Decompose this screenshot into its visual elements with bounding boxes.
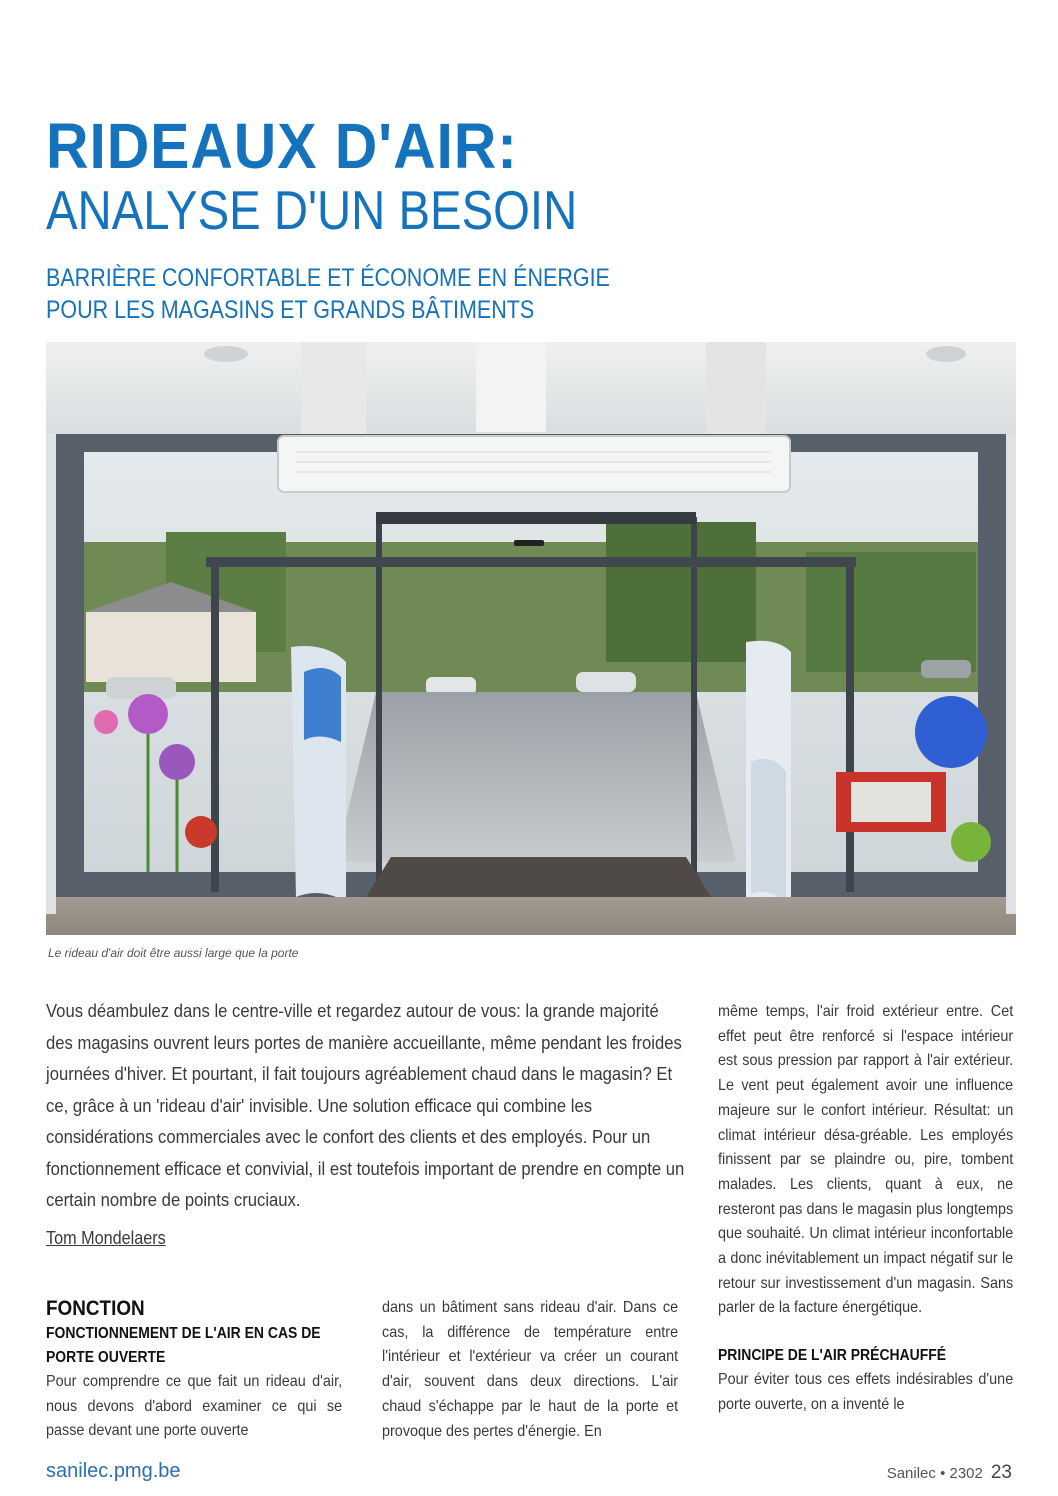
article-intro	[46, 995, 686, 1216]
article-subtitle	[46, 262, 610, 326]
footer-page-info	[887, 1462, 1012, 1484]
section-subheading: FONCTIONNEMENT DE L'AIR EN CAS DE PORTE OUVERTE	[46, 1325, 321, 1366]
footer-magazine: Sanilec • 2302	[886, 1465, 983, 1482]
footer-website[interactable]: sanilec.pmg.be	[46, 1460, 181, 1482]
column-3	[718, 1000, 1013, 1418]
intro-paragraph: Vous déambulez dans le centre-ville et regardez autour de vous: la grande majorité des magasins ouvrent leurs portes de manière accueillante, même pendant les froides journées d'hiver. Et pourtant, il fait toujours agréablement chaud dans le magasin? Et ce, grâce à un 'rideau d'air' invisible. Une solution efficace qui combine les considérations commerciales avec le confort des clients et des employés. Pour un fonctionnement efficace et convivial, il est toutefois important de prendre en compte un certain nombre de points cruciaux.	[46, 1000, 685, 1210]
air-curtain-photo	[46, 342, 1016, 935]
column-1	[46, 1296, 342, 1444]
photo-caption: Le rideau d'air doit être aussi large que la porte	[48, 946, 299, 960]
column-2-text: dans un bâtiment sans rideau d'air. Dans ce cas, la différence de température entre l'intérieur et l'extérieur va créer un courant d'air, souvent dans deux directions. L'air chaud s'échappe par le haut de la porte et provoque des pertes d'énergie. En	[382, 1299, 679, 1440]
shop-entrance-illustration	[46, 342, 1016, 935]
section-heading-fonction: FONCTION	[46, 1297, 145, 1320]
column-1-text: Pour comprendre ce que fait un rideau d'air, nous devons d'abord examiner ce qui se passe devant une porte ouverte	[46, 1373, 343, 1440]
column-3-text-2: Pour éviter tous ces effets indésirables d'une porte ouverte, on a inventé le	[718, 1371, 1014, 1413]
column-3-text: même temps, l'air froid extérieur entre. Cet effet peut être renforcé si l'espace intérieur est sous pression par rapport à l'air extérieur. Le vent peut également avoir une influence majeure sur le confort intérieur. Résultat: un climat intérieur désa-gréable. Les employés finissent par se plaindre ou, pire, tombent malades. Les clients, quant à eux, ne resteront pas dans le magasin plus longtemps que souhaité. Un climat intérieur inconfortable a donc inévitablement un impact négatif sur le retour sur investissement d'un magasin. Sans parler de la facture énergétique.	[718, 1003, 1014, 1317]
author-name: Tom Mondelaers	[46, 1228, 166, 1248]
subtitle-line1: BARRIÈRE CONFORTABLE ET ÉCONOME EN ÉNERGIE	[46, 264, 610, 292]
section-subheading-air-prechauffe: PRINCIPE DE L'AIR PRÉCHAUFFÉ	[718, 1347, 947, 1365]
article-title-line2: ANALYSE D'UN BESOIN	[46, 179, 578, 241]
column-2	[382, 1296, 678, 1444]
article-title: RIDEAUX D'AIR:	[46, 110, 518, 182]
subtitle-line2: POUR LES MAGASINS ET GRANDS BÂTIMENTS	[46, 296, 535, 324]
page-number: 23	[990, 1462, 1012, 1483]
